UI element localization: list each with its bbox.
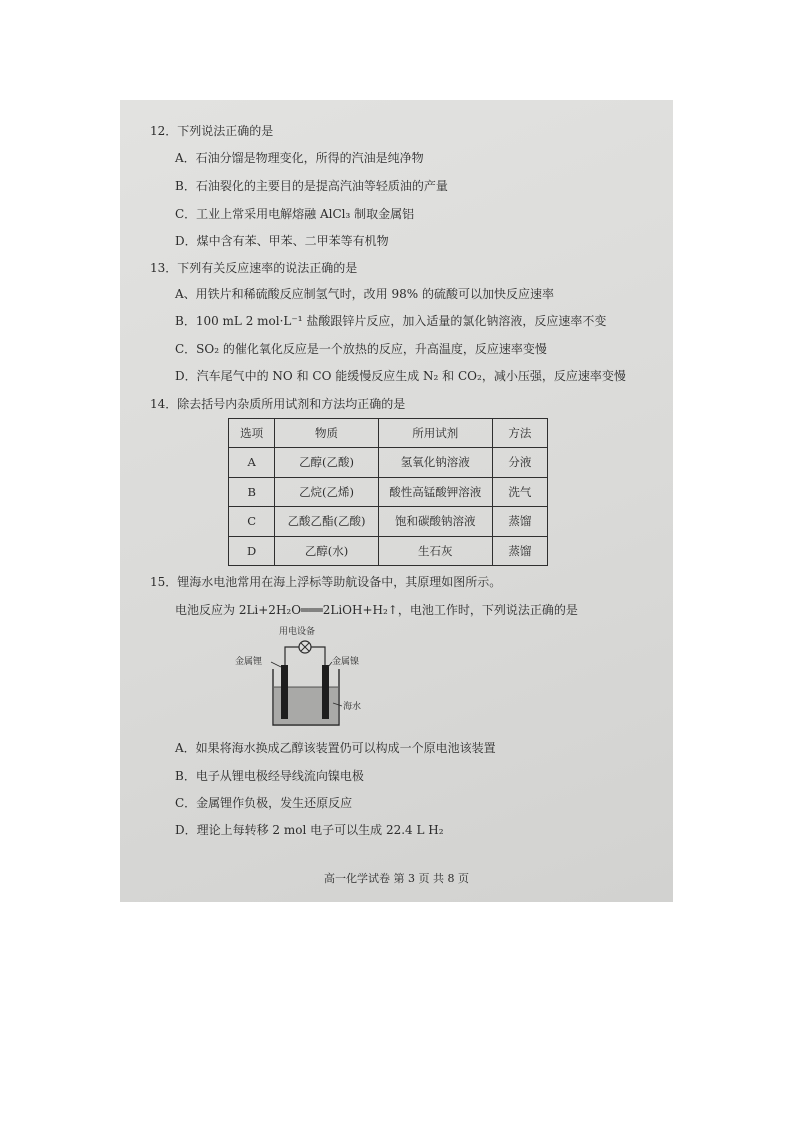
device-label: 用电设备 (279, 627, 316, 637)
nickel-electrode (322, 665, 329, 719)
table-cell: 洗气 (492, 477, 547, 507)
q14-stem: 14．除去括号内杂质所用试剂和方法均正确的是 (150, 397, 406, 411)
table-row (229, 536, 548, 566)
q13-option-b: B．100 mL 2 mol·L⁻¹ 盐酸跟锌片反应，加入适量的氯化钠溶液，反应速率不变 (175, 314, 607, 328)
table-cell: 生石灰 (378, 536, 492, 566)
header-cell: 所用试剂 (378, 419, 492, 448)
lithium-electrode (281, 665, 288, 719)
q12-stem: 12．下列说法正确的是 (150, 124, 274, 138)
exam-page (120, 100, 673, 902)
q15-option-c: C．金属锂作负极，发生还原反应 (175, 796, 353, 810)
seawater-label: 海水 (343, 702, 362, 712)
table-cell: 乙酸乙酯(乙酸) (275, 507, 378, 537)
table-cell: A (229, 448, 275, 478)
q15-stem: 15．锂海水电池常用在海上浮标等助航设备中，其原理如图所示。 (150, 575, 502, 589)
table-cell: 分液 (492, 448, 547, 478)
q15-option-d: D．理论上每转移 2 mol 电子可以生成 22.4 L H₂ (175, 823, 444, 837)
q12-option-d: D．煤中含有苯、甲苯、二甲苯等有机物 (175, 234, 389, 248)
lamp-icon (299, 641, 311, 653)
q12-option-c: C．工业上常采用电解熔融 AlCl₃ 制取金属铝 (175, 207, 415, 221)
table-row (229, 477, 548, 507)
q13-option-a: A、用铁片和稀硫酸反应制氢气时，改用 98% 的硫酸可以加快反应速率 (175, 287, 554, 301)
table-cell: C (229, 507, 275, 537)
table-cell: 蒸馏 (492, 507, 547, 537)
table-cell: 氢氧化钠溶液 (378, 448, 492, 478)
table-row (229, 448, 548, 478)
table-cell: B (229, 477, 275, 507)
lithium-label: 金属锂 (235, 657, 263, 667)
q12-option-a: A．石油分馏是物理变化，所得的汽油是纯净物 (175, 151, 424, 165)
header-cell: 物质 (275, 419, 378, 448)
q15-reaction: 电池反应为 2Li+2H₂O═══2LiOH+H₂↑，电池工作时，下列说法正确的是 (175, 603, 578, 617)
q12-option-b: B．石油裂化的主要目的是提高汽油等轻质油的产量 (175, 179, 448, 193)
q14-table (228, 418, 548, 566)
page-footer: 高一化学试卷 第 3 页 共 8 页 (324, 872, 469, 885)
table-cell: 蒸馏 (492, 536, 547, 566)
table-cell: D (229, 536, 275, 566)
table-header-row (229, 419, 548, 448)
q15-option-b: B．电子从锂电极经导线流向镍电极 (175, 769, 364, 783)
table-cell: 乙醇(水) (275, 536, 378, 566)
q15-option-a: A．如果将海水换成乙醇该装置仍可以构成一个原电池该装置 (175, 741, 496, 755)
table-cell: 乙烷(乙烯) (275, 477, 378, 507)
table-cell: 饱和碳酸钠溶液 (378, 507, 492, 537)
nickel-label: 金属镍 (332, 657, 360, 667)
header-cell: 选项 (229, 419, 275, 448)
table-cell: 酸性高锰酸钾溶液 (378, 477, 492, 507)
q13-option-c: C．SO₂ 的催化氧化反应是一个放热的反应，升高温度，反应速率变慢 (175, 342, 547, 356)
table-row (229, 507, 548, 537)
q13-option-d: D．汽车尾气中的 NO 和 CO 能缓慢反应生成 N₂ 和 CO₂，减小压强，反应速率变慢 (175, 369, 626, 383)
header-cell: 方法 (492, 419, 547, 448)
table-cell: 乙醇(乙酸) (275, 448, 378, 478)
q13-stem: 13．下列有关反应速率的说法正确的是 (150, 261, 358, 275)
battery-diagram (235, 625, 365, 735)
